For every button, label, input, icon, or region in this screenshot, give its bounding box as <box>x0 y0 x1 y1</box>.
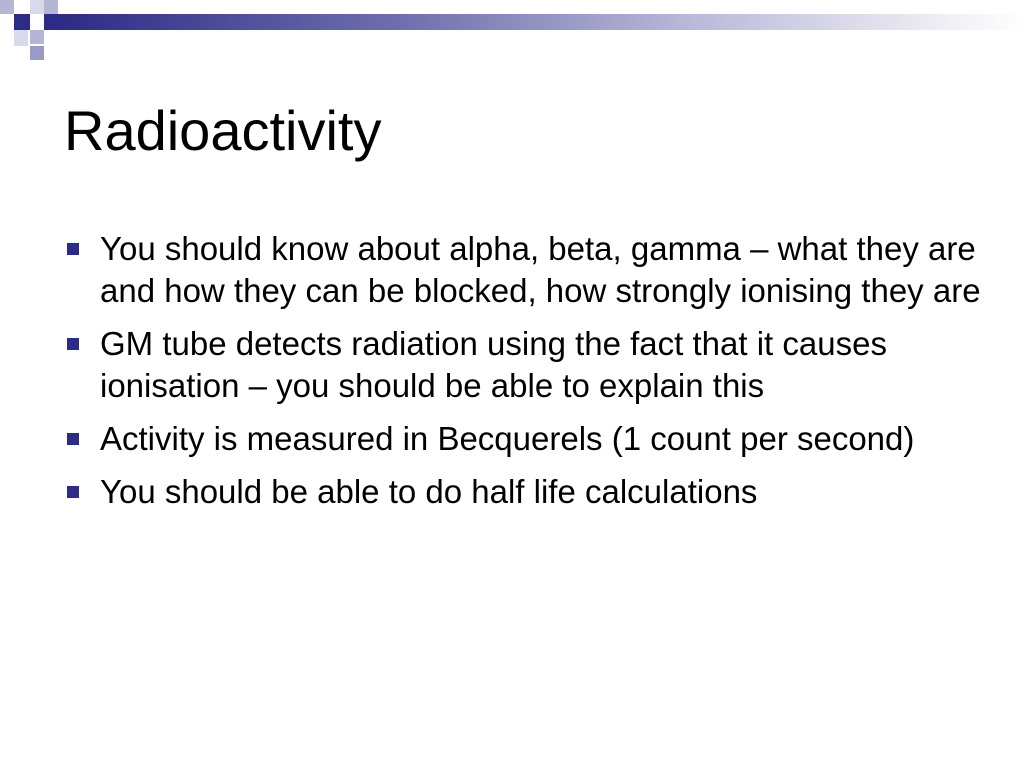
bullet-item <box>64 471 984 513</box>
bullet-text: You should be able to do half life calculations <box>100 473 758 510</box>
slide-title: Radioactivity <box>64 99 382 162</box>
bullet-text: GM tube detects radiation using the fact that it causes ionisation – you should be able to explain this <box>100 325 887 404</box>
square-bullet-icon <box>67 433 79 445</box>
decorative-square <box>14 14 30 30</box>
bullet-text: Activity is measured in Becquerels (1 count per second) <box>100 420 915 457</box>
decorative-square <box>44 14 60 30</box>
bullet-item <box>64 228 984 312</box>
decorative-square <box>0 0 14 14</box>
bullet-item <box>64 418 984 460</box>
bullet-item <box>64 323 984 407</box>
decorative-square <box>44 0 58 14</box>
header-gradient-bar <box>60 14 1024 30</box>
bullet-list <box>64 228 984 524</box>
square-bullet-icon <box>67 243 79 255</box>
square-bullet-icon <box>67 338 79 350</box>
decorative-square <box>14 30 28 46</box>
decorative-square <box>30 0 44 14</box>
square-bullet-icon <box>67 486 79 498</box>
decorative-square <box>30 30 44 44</box>
bullet-text: You should know about alpha, beta, gamma – what they are and how they can be blocked, how strongly ionising they are <box>100 230 981 309</box>
decorative-square <box>30 46 44 60</box>
